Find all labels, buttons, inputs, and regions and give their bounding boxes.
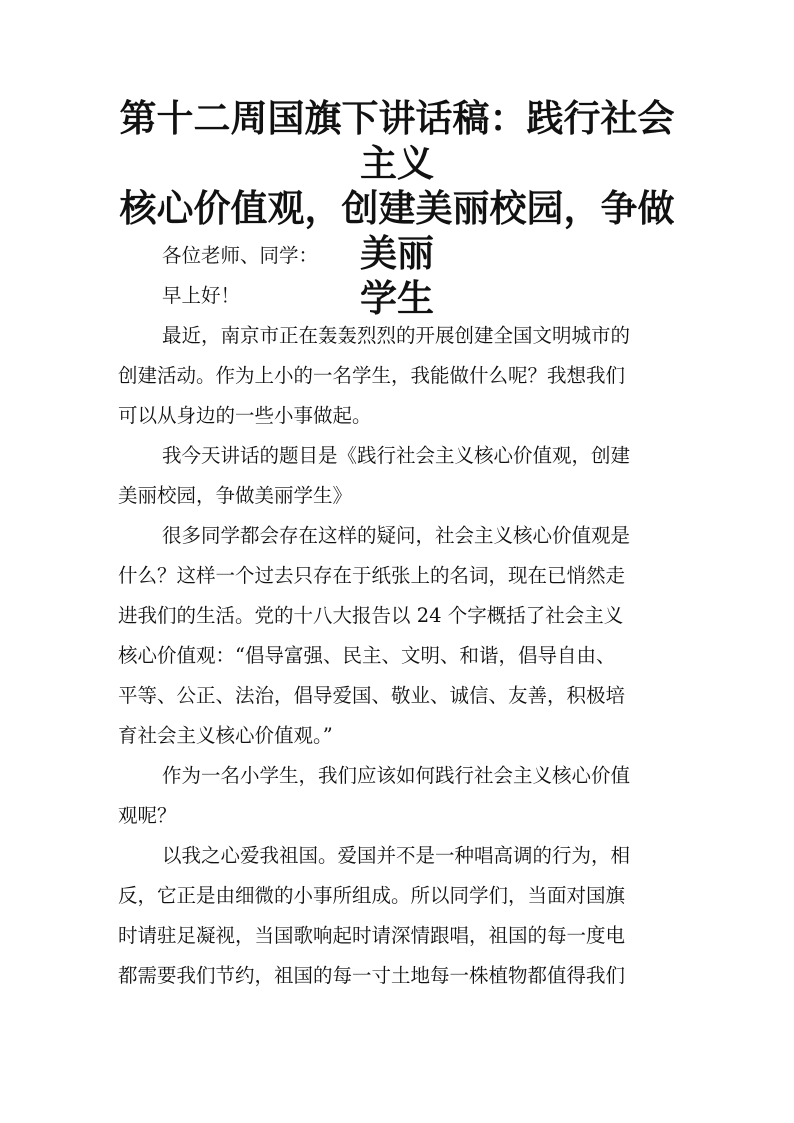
paragraph-line: 什么？这样一个过去只存在于纸张上的名词，现在已悄然走 <box>118 564 626 587</box>
paragraph-line: 都需要我们节约，祖国的每一寸土地每一株植物都值得我们 <box>118 964 626 987</box>
paragraph-line: 作为一名小学生，我们应该如何践行社会主义核心价值 <box>162 764 631 787</box>
paragraph-line: 最近，南京市正在轰轰烈烈的开展创建全国文明城市的 <box>162 324 631 347</box>
paragraph-line: 进我们的生活。党的十八大报告以 24 个字概括了社会主义 <box>118 604 624 627</box>
title-line-1: 第十二周国旗下讲话稿：践行社会主义 <box>119 96 675 185</box>
paragraph-line: 我今天讲话的题目是《践行社会主义核心价值观，创建 <box>162 444 631 467</box>
paragraph-line: 平等、公正、法治，倡导爱国、敬业、诚信、友善，积极培 <box>118 684 626 707</box>
greeting: 早上好！ <box>162 284 241 307</box>
paragraph-line: 时请驻足凝视，当国歌响起时请深情跟唱，祖国的每一度电 <box>118 924 626 947</box>
title-line-2: 核心价值观，创建美丽校园，争做美丽 <box>119 186 675 275</box>
paragraph-line: 反，它正是由细微的小事所组成。所以同学们，当面对国旗 <box>118 884 626 907</box>
document-body <box>118 236 678 996</box>
title-line-3: 学生 <box>360 276 434 320</box>
paragraph-line: 很多同学都会存在这样的疑问，社会主义核心价值观是 <box>162 524 631 547</box>
paragraph-line: 育社会主义核心价值观。” <box>118 724 333 747</box>
salutation: 各位老师、同学： <box>162 244 319 267</box>
paragraph-line: 创建活动。作为上小的一名学生，我能做什么呢？我想我们 <box>118 364 626 387</box>
paragraph-line: 核心价值观：“倡导富强、民主、文明、和谐，倡导自由、 <box>118 644 616 667</box>
paragraph-line: 以我之心爱我祖国。爱国并不是一种唱高调的行为，相 <box>162 844 631 867</box>
paragraph-line: 美丽校园，争做美丽学生》 <box>118 484 353 507</box>
paragraph-line: 可以从身边的一些小事做起。 <box>118 404 372 427</box>
paragraph-line: 观呢？ <box>118 804 177 827</box>
